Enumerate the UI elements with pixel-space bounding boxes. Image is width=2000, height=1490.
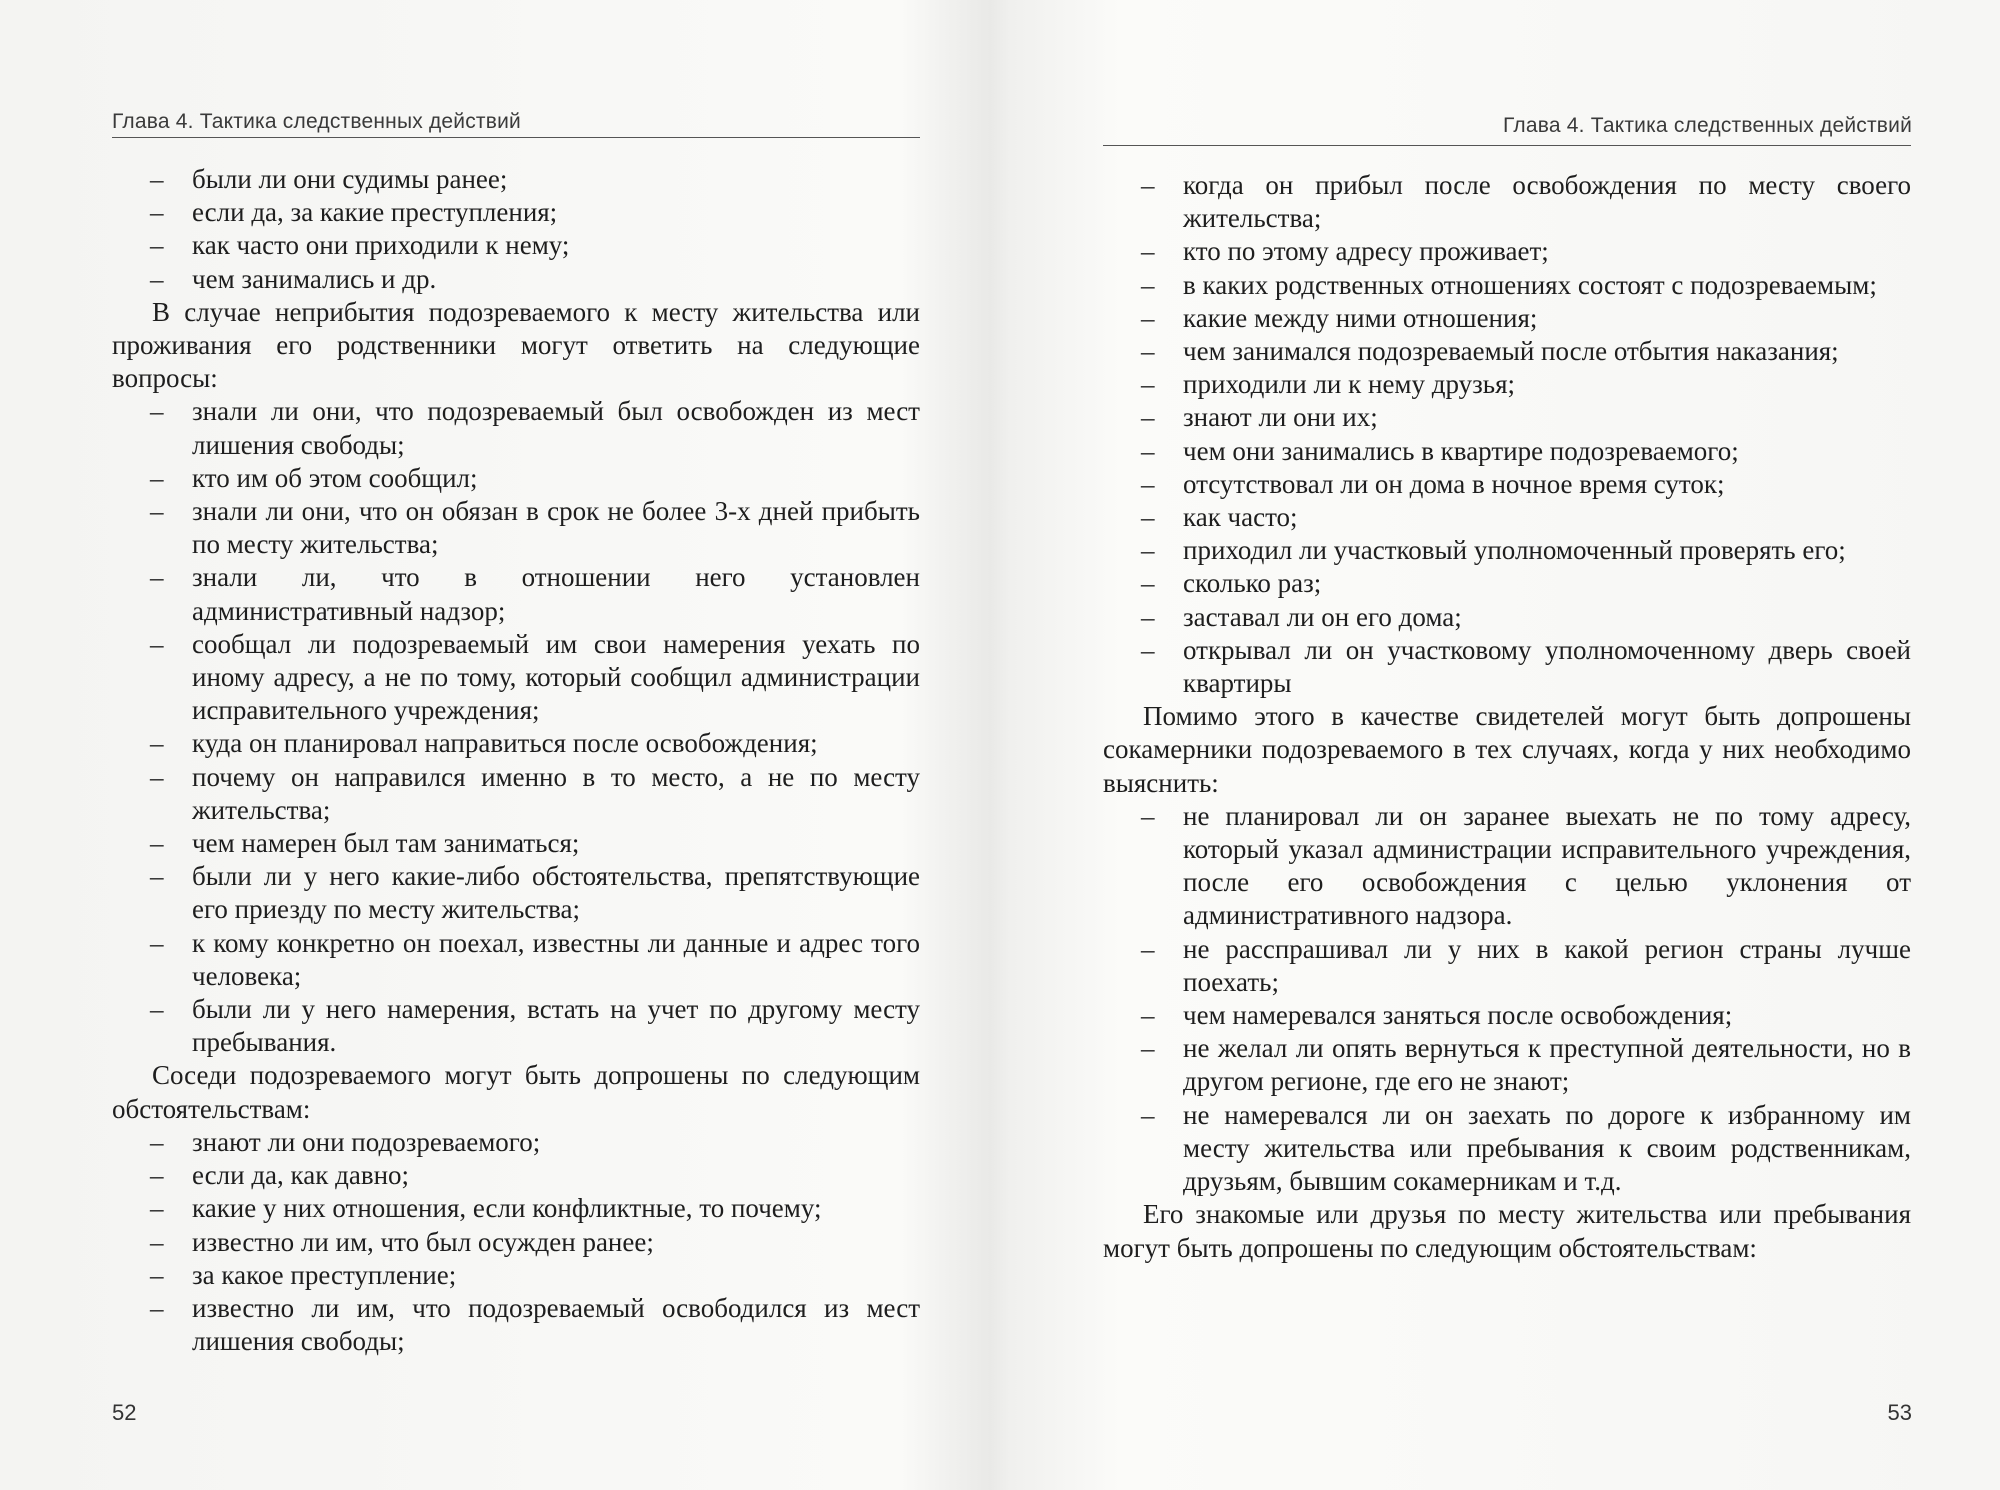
list-item — [112, 561, 920, 627]
paragraph: В случае неприбытия подозреваемого к месту жительства или проживания его родственники могут ответить на следующие вопросы: — [112, 296, 920, 394]
list-item-text: знают ли они подозреваемого; — [192, 1126, 541, 1157]
dash-bullet: – — [150, 628, 164, 659]
dash-bullet: – — [1141, 302, 1155, 333]
list-item — [112, 196, 920, 229]
list-item — [112, 1226, 920, 1259]
list-item-text: чем намерен был там заниматься; — [192, 828, 580, 859]
left-running-head: Глава 4. Тактика следственных действий — [112, 110, 521, 133]
dash-bullet: – — [1141, 369, 1155, 400]
dash-bullet: – — [150, 263, 164, 294]
dash-bullet: – — [1141, 535, 1155, 566]
list-item-text: почему он направился именно в то место, а не по месту жительства; — [192, 761, 920, 825]
list-item — [1103, 501, 1911, 534]
dash-bullet: – — [1141, 468, 1155, 499]
dash-bullet: – — [1141, 1000, 1155, 1031]
right-header-rule — [1103, 145, 1911, 146]
list-item-text: куда он планировал направиться после освобождения; — [192, 728, 818, 759]
list-item — [1103, 169, 1911, 235]
list-item — [112, 727, 920, 760]
dash-bullet: – — [1141, 236, 1155, 267]
dash-bullet: – — [150, 1226, 164, 1257]
list-item — [112, 628, 920, 728]
list-item — [112, 1192, 920, 1225]
dash-bullet: – — [150, 562, 164, 593]
dash-bullet: – — [1141, 1033, 1155, 1064]
list-item-text: если да, как давно; — [192, 1160, 410, 1191]
list-item — [112, 761, 920, 827]
list-item — [112, 495, 920, 561]
list-item-text: какие у них отношения, если конфликтные, то почему; — [192, 1193, 822, 1224]
list-item — [112, 860, 920, 926]
list-item-text: чем занимались и др. — [192, 263, 437, 294]
list-item — [1103, 302, 1911, 335]
list-item-text: известно ли им, что был осужден ранее; — [192, 1226, 654, 1257]
list-item — [1103, 401, 1911, 434]
list-item-text: как часто они приходили к нему; — [192, 230, 570, 261]
list-item-text: были ли у него какие-либо обстоятельства, препятствующие его приезду по месту жительства; — [192, 861, 920, 925]
list-item-text: какие между ними отношения; — [1183, 302, 1538, 333]
list-item — [112, 163, 920, 196]
list-item — [1103, 335, 1911, 368]
dash-bullet: – — [150, 164, 164, 194]
dash-bullet: – — [1141, 402, 1155, 433]
dash-bullet: – — [1141, 800, 1155, 831]
list-item — [112, 462, 920, 495]
list-item — [1103, 468, 1911, 501]
list-item-text: чем они занимались в квартире подозреваемого; — [1183, 435, 1739, 466]
dash-bullet: – — [150, 396, 164, 427]
left-page-number: 52 — [112, 1400, 137, 1425]
dash-bullet: – — [150, 1193, 164, 1224]
dash-bullet: – — [150, 861, 164, 892]
left-page-body — [112, 163, 920, 1358]
dash-bullet: – — [1141, 1099, 1155, 1130]
list-item — [1103, 1032, 1911, 1098]
list-item-text: сообщал ли подозреваемый им свои намерения уехать по иному адресу, а не по тому, который сообщил администрации исправительного учреждения; — [192, 628, 920, 726]
list-item-text: как часто; — [1183, 502, 1298, 533]
dash-bullet: – — [150, 462, 164, 493]
list-item — [1103, 999, 1911, 1032]
dash-bullet: – — [1141, 170, 1155, 200]
list-item-text: в каких родственных отношениях состоят с подозреваемым; — [1183, 269, 1877, 300]
list-item — [1103, 933, 1911, 999]
list-item — [112, 1159, 920, 1192]
list-item — [1103, 235, 1911, 268]
dash-bullet: – — [1141, 933, 1155, 964]
right-running-head: Глава 4. Тактика следственных действий — [1503, 114, 1912, 137]
list-item-text: не расспрашивал ли у них в какой регион страны лучше поехать; — [1183, 933, 1911, 997]
list-item-text: были ли у него намерения, встать на учет по другому месту пребывания. — [192, 994, 920, 1058]
list-item-text: известно ли им, что подозреваемый освободился из мест лишения свободы; — [192, 1292, 920, 1357]
list-item — [1103, 534, 1911, 567]
list-item — [112, 263, 920, 296]
list-item-text: отсутствовал ли он дома в ночное время суток; — [1183, 468, 1725, 499]
paragraph: Соседи подозреваемого могут быть допрошены по следующим обстоятельствам: — [112, 1060, 920, 1124]
list-item-text: приходил ли участковый уполномоченный проверять его; — [1183, 535, 1846, 566]
list-item-text: не намеревался ли он заехать по дороге к избранному им месту жительства или пребывания к своим родственникам, друзьям, бывшим сокамерникам и т.д. — [1183, 1099, 1911, 1197]
list-item-text: знают ли они их; — [1183, 402, 1378, 433]
list-item-text: к кому конкретно он поехал, известны ли данные и адрес того человека; — [192, 927, 920, 991]
list-item — [112, 827, 920, 860]
right-page — [1000, 0, 2000, 1490]
right-page-body — [1103, 169, 1911, 1265]
paragraph: Его знакомые или друзья по месту жительства или пребывания могут быть допрошены по следующим обстоятельствам: — [1103, 1199, 1911, 1263]
dash-bullet: – — [150, 994, 164, 1025]
list-item-text: знали ли они, что подозреваемый был освобожден из мест лишения свободы; — [192, 396, 920, 460]
list-item-text: не желал ли опять вернуться к преступной деятельности, но в другом регионе, где его не знают; — [1183, 1033, 1911, 1097]
list-item — [112, 1126, 920, 1159]
list-item — [1103, 368, 1911, 401]
list-item — [1103, 800, 1911, 933]
dash-bullet: – — [1141, 336, 1155, 367]
right-page-number: 53 — [1887, 1400, 1912, 1425]
dash-bullet: – — [150, 761, 164, 792]
dash-bullet: – — [150, 927, 164, 958]
list-item — [112, 229, 920, 262]
list-item-text: когда он прибыл после освобождения по месту своего жительства; — [1183, 170, 1911, 234]
list-item-text: заставал ли он его дома; — [1183, 601, 1462, 632]
dash-bullet: – — [150, 1292, 164, 1323]
dash-bullet: – — [1141, 634, 1155, 665]
list-item-text: сколько раз; — [1183, 568, 1322, 599]
dash-bullet: – — [1141, 502, 1155, 533]
list-item-text: открывал ли он участковому уполномоченному дверь своей квартиры — [1183, 634, 1911, 699]
list-item — [1103, 634, 1911, 700]
dash-bullet: – — [1141, 435, 1155, 466]
list-item-text: были ли они судимы ранее; — [192, 164, 508, 194]
list-item-text: знали ли, что в отношении него установлен административный надзор; — [192, 562, 920, 626]
list-item — [1103, 269, 1911, 302]
list-item — [1103, 1099, 1911, 1199]
list-item-text: не планировал ли он заранее выехать не по тому адресу, который указал администрации исправительного учреждения, после его освобождения с целью уклонения от административного надзора. — [1183, 800, 1911, 931]
list-item — [112, 1292, 920, 1358]
list-item — [1103, 567, 1911, 600]
dash-bullet: – — [150, 496, 164, 527]
list-item — [112, 395, 920, 461]
left-header-rule — [112, 137, 920, 138]
list-item-text: за какое преступление; — [192, 1259, 457, 1290]
dash-bullet: – — [1141, 568, 1155, 599]
paragraph: Помимо этого в качестве свидетелей могут быть допрошены сокамерники подозреваемого в тех случаях, когда у них необходимо выяснить: — [1103, 701, 1911, 798]
list-item — [1103, 601, 1911, 634]
list-item-text: чем намеревался заняться после освобождения; — [1183, 1000, 1733, 1031]
dash-bullet: – — [150, 1259, 164, 1290]
list-item — [112, 927, 920, 993]
dash-bullet: – — [1141, 269, 1155, 300]
list-item-text: кто по этому адресу проживает; — [1183, 236, 1549, 267]
dash-bullet: – — [150, 1126, 164, 1157]
list-item-text: приходили ли к нему друзья; — [1183, 369, 1516, 400]
list-item-text: чем занимался подозреваемый после отбытия наказания; — [1183, 336, 1839, 367]
dash-bullet: – — [150, 728, 164, 759]
list-item — [112, 1259, 920, 1292]
list-item-text: если да, за какие преступления; — [192, 197, 558, 228]
list-item — [112, 993, 920, 1059]
dash-bullet: – — [1141, 601, 1155, 632]
list-item-text: кто им об этом сообщил; — [192, 462, 478, 493]
list-item — [1103, 435, 1911, 468]
list-item-text: знали ли они, что он обязан в срок не более 3-х дней прибыть по месту жительства; — [192, 496, 920, 560]
dash-bullet: – — [150, 230, 164, 261]
dash-bullet: – — [150, 1160, 164, 1191]
dash-bullet: – — [150, 197, 164, 228]
dash-bullet: – — [150, 828, 164, 859]
